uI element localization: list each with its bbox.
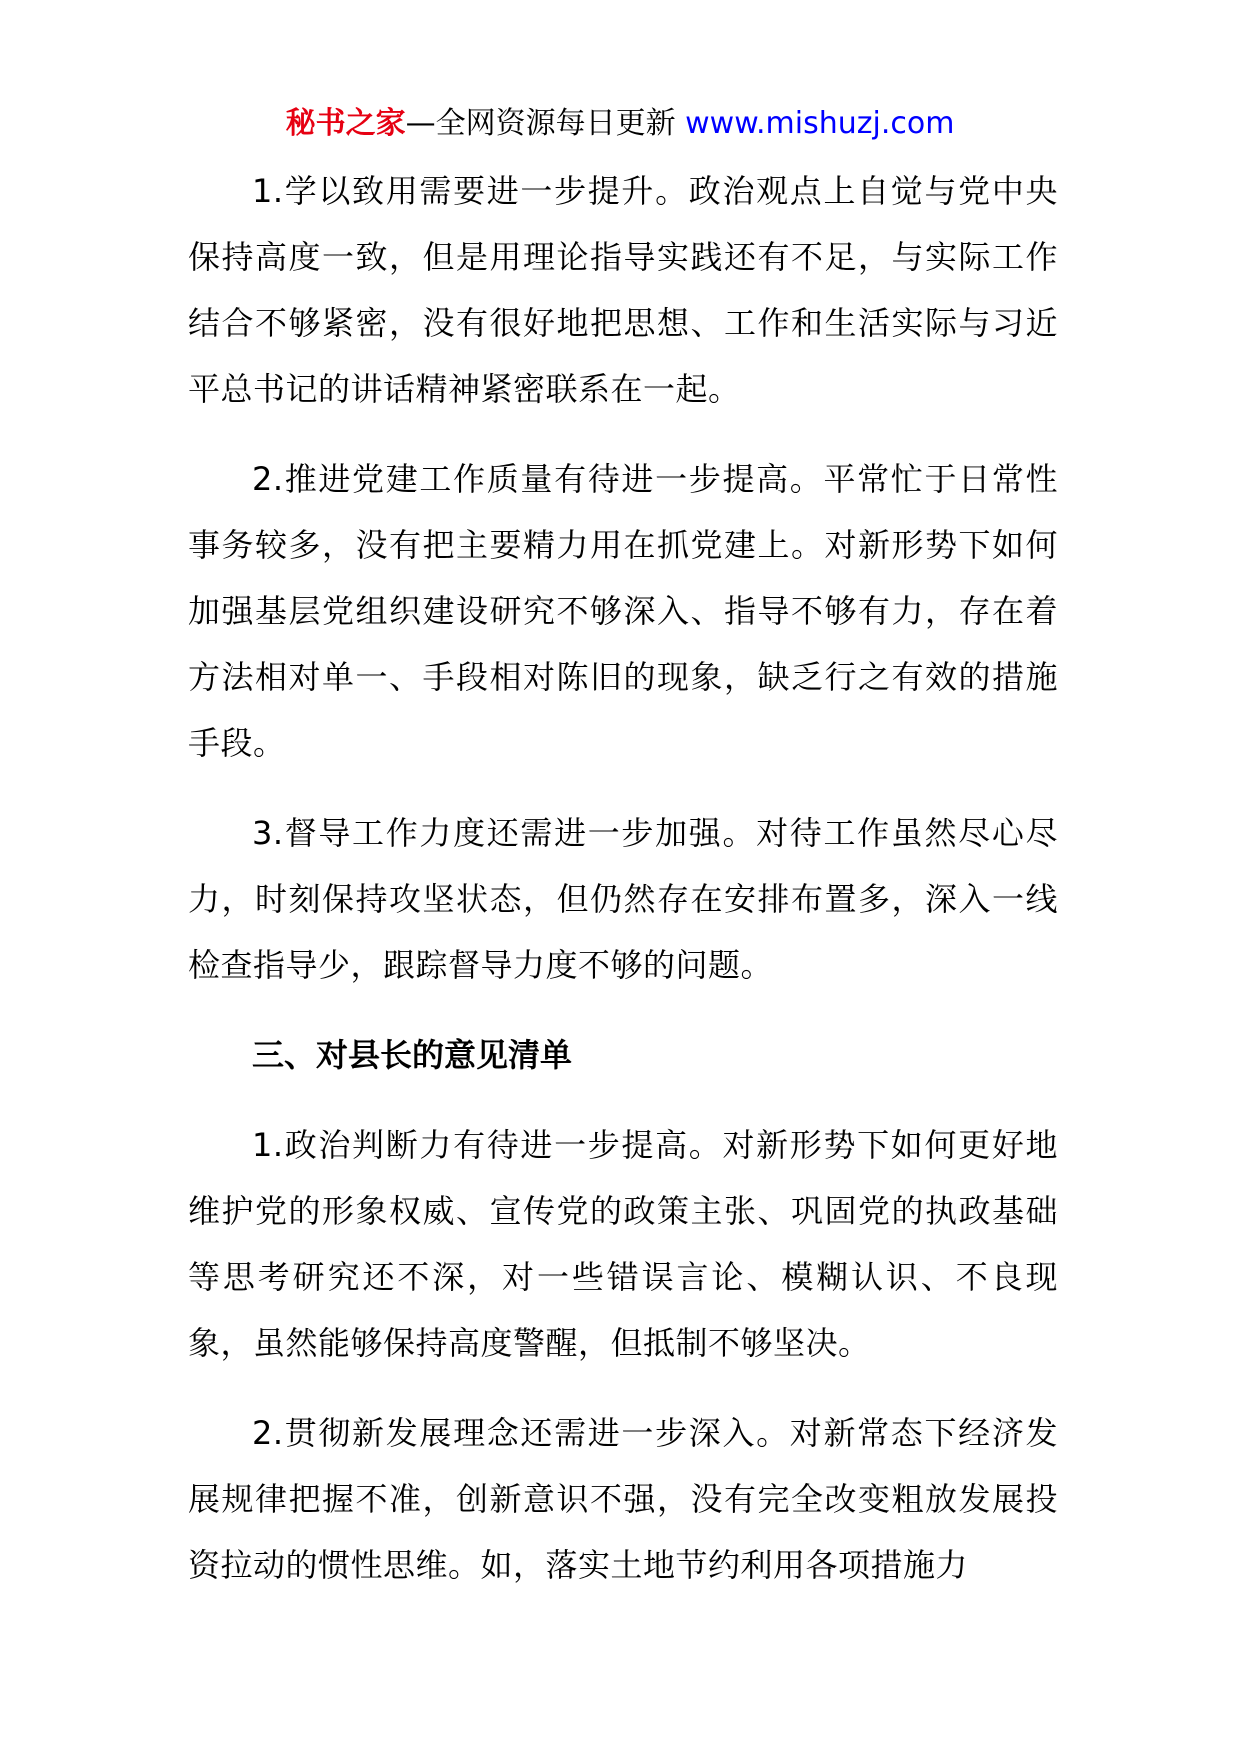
document-body	[188, 158, 1058, 1622]
site-header	[0, 104, 1240, 144]
paragraph: 3.督导工作力度还需进一步加强。对待工作虽然尽心尽力，时刻保持攻坚状态，但仍然存在安排布置多，深入一线检查指导少，跟踪督导力度不够的问题。	[188, 814, 1058, 984]
site-url-link[interactable]: www.mishuzj.com	[685, 106, 955, 141]
paragraph: 2.贯彻新发展理念还需进一步深入。对新常态下经济发展规律把握不准，创新意识不强，没有完全改变粗放发展投资拉动的惯性思维。如，落实土地节约利用各项措施力	[188, 1414, 1058, 1584]
paragraph: 1.政治判断力有待进一步提高。对新形势下如何更好地维护党的形象权威、宣传党的政策主张、巩固党的执政基础等思考研究还不深，对一些错误言论、模糊认识、不良现象，虽然能够保持高度警醒，但抵制不够坚决。	[188, 1126, 1058, 1362]
brand-name: 秘书之家	[285, 106, 406, 141]
paragraph: 2.推进党建工作质量有待进一步提高。平常忙于日常性事务较多，没有把主要精力用在抓党建上。对新形势下如何加强基层党组织建设研究不够深入、指导不够有力，存在着方法相对单一、手段相对陈旧的现象，缺乏行之有效的措施手段。	[188, 460, 1058, 762]
section-heading: 三、对县长的意见清单	[252, 1036, 573, 1074]
header-slogan: —全网资源每日更新	[405, 106, 676, 141]
paragraph: 1.学以致用需要进一步提升。政治观点上自觉与党中央保持高度一致，但是用理论指导实践还有不足，与实际工作结合不够紧密，没有很好地把思想、工作和生活实际与习近平总书记的讲话精神紧密联系在一起。	[188, 172, 1058, 408]
